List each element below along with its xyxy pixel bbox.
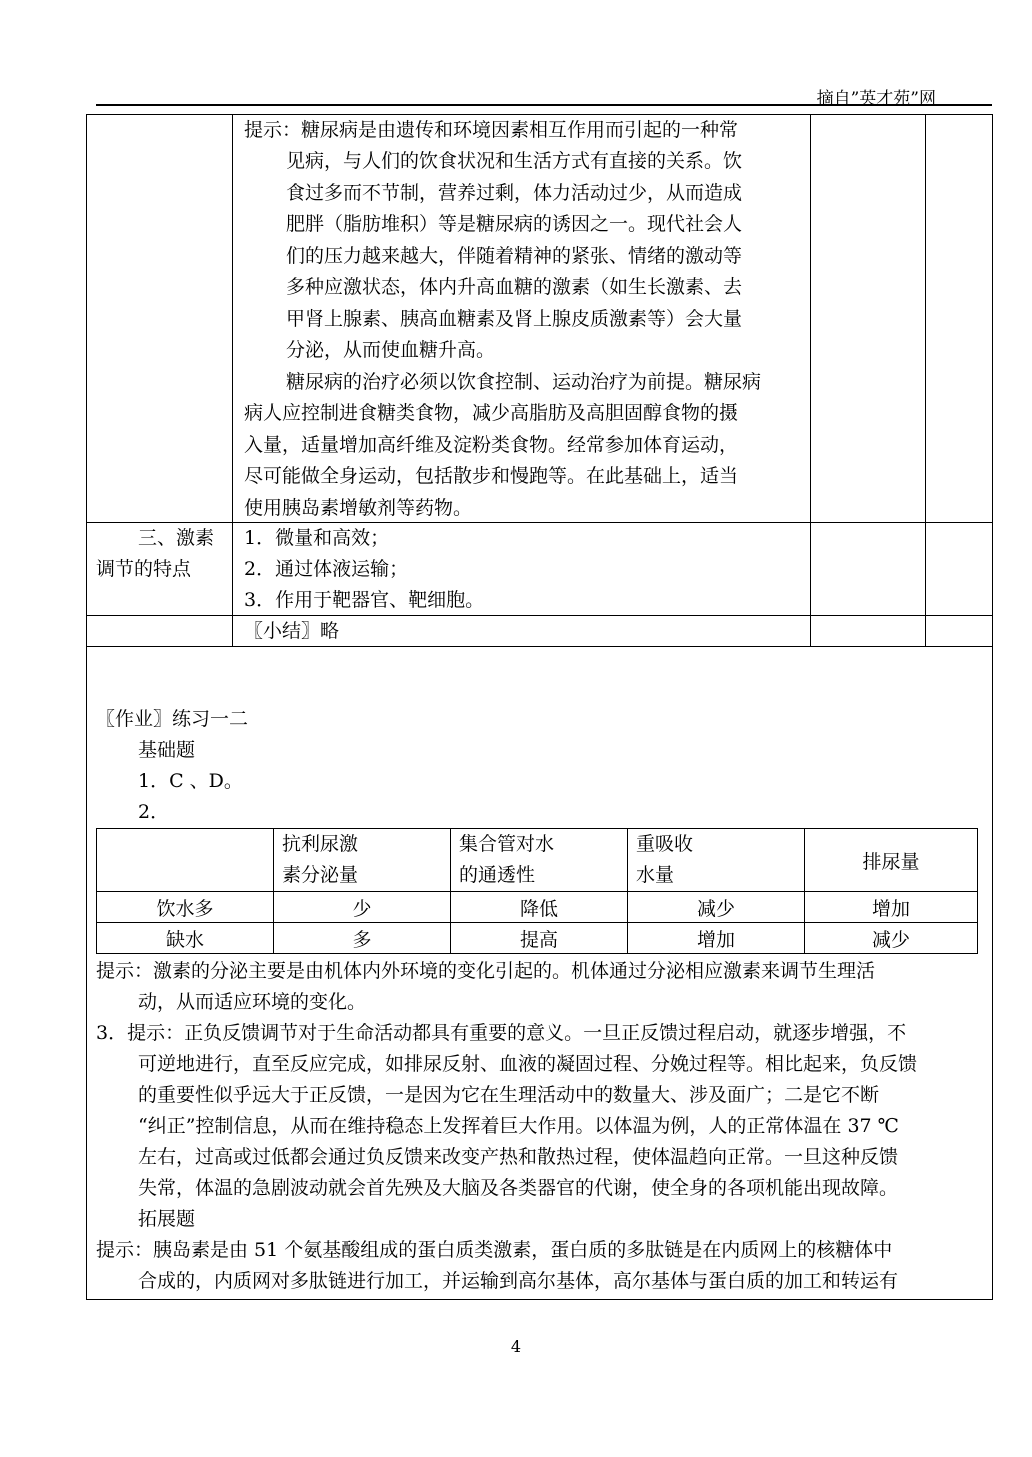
tip-para2-line: 尽可能做全身运动，包括散步和慢跑等。在此基础上，适当 bbox=[244, 465, 739, 487]
summary-note: 〖小结〗略 bbox=[244, 620, 340, 642]
section3-heading: 三、激素 bbox=[138, 527, 215, 549]
q3-line: 失常，体温的急剧波动就会首先殃及大脑及各类器官的代谢，使全身的各项机能出现故障。 bbox=[138, 1177, 899, 1199]
tip-para1-line: 甲肾上腺素、胰高血糖素及肾上腺皮质激素等）会大量 bbox=[286, 307, 743, 330]
header-rule bbox=[96, 104, 992, 106]
tip-para1-line: 肥胖（脂肪堆积）等是糖尿病的诱因之一。现代社会人 bbox=[286, 213, 743, 235]
q3-line: 3．提示：正负反馈调节对于生命活动都具有重要的意义。一旦正反馈过程启动，就逐步增强，不 bbox=[96, 1022, 907, 1044]
table-header-cell: 排尿量 bbox=[805, 829, 978, 892]
tip3-line: 合成的，内质网对多肽链进行加工，并运输到高尔基体，高尔基体与蛋白质的加工和转运有 bbox=[138, 1270, 899, 1292]
table-cell: 增加 bbox=[805, 892, 978, 923]
homework-table bbox=[96, 828, 978, 954]
tip-para1-line: 分泌，从而使血糖升高。 bbox=[286, 339, 496, 361]
tip2-line: 动，从而适应环境的变化。 bbox=[138, 991, 367, 1013]
table-cell: 少 bbox=[274, 892, 451, 923]
q3-line: 可逆地进行，直至反应完成，如排尿反射、血液的凝固过程、分娩过程等。相比起来，负反馈 bbox=[138, 1053, 918, 1075]
row-divider-1 bbox=[86, 522, 993, 523]
col-divider-3 bbox=[925, 114, 926, 646]
table-header-cell bbox=[97, 829, 274, 892]
homework-title: 〖作业〗练习一二 bbox=[96, 708, 249, 730]
table-header-cell: 抗利尿激 素分泌量 bbox=[274, 829, 451, 892]
homework-q1: 1．C 、D。 bbox=[138, 770, 243, 792]
table-cell: 减少 bbox=[805, 923, 978, 954]
q3-line: 左右，过高或过低都会通过负反馈来改变产热和散热过程，使体温趋向正常。一旦这种反馈 bbox=[138, 1146, 899, 1168]
tip-para1-line: 多种应激状态，体内升高血糖的激素（如生长激素、去 bbox=[286, 276, 743, 298]
section3-heading: 调节的特点 bbox=[96, 558, 192, 580]
table-cell: 降低 bbox=[451, 892, 628, 923]
col-divider-1 bbox=[232, 114, 233, 646]
tip-para1-first: 提示：糖尿病是由遗传和环境因素相互作用而引起的一种常 bbox=[244, 119, 739, 141]
section3-item: 2．通过体液运输； bbox=[244, 558, 409, 580]
table-row bbox=[97, 923, 978, 954]
table-header-cell: 集合管对水 的通透性 bbox=[451, 829, 628, 892]
table-cell: 增加 bbox=[628, 923, 805, 954]
tip-para2-line: 入量，适量增加高纤维及淀粉类食物。经常参加体育运动， bbox=[244, 433, 739, 456]
table-cell: 多 bbox=[274, 923, 451, 954]
table-cell: 缺水 bbox=[97, 923, 274, 954]
tip-para1-line: 食过多而不节制，营养过剩，体力活动过少，从而造成 bbox=[286, 181, 743, 204]
homework-basic-label: 基础题 bbox=[138, 739, 196, 761]
tip-para1-line: 见病，与人们的饮食状况和生活方式有直接的关系。饮 bbox=[286, 150, 743, 172]
homework-q2: 2． bbox=[138, 801, 170, 823]
q3-line: 的重要性似乎远大于正反馈，一是因为它在生理活动中的数量大、涉及面广；二是它不断 bbox=[138, 1084, 880, 1106]
tip-para2-line: 使用胰岛素增敏剂等药物。 bbox=[244, 496, 473, 519]
header-source: 摘自”英才苑”网 bbox=[816, 89, 936, 109]
tip2-line: 提示：激素的分泌主要是由机体内外环境的变化引起的。机体通过分泌相应激素来调节生理活 bbox=[96, 960, 876, 982]
tip-para2-line: 病人应控制进食糖类食物，减少高脂肪及高胆固醇食物的摄 bbox=[244, 402, 739, 424]
table-header-cell: 重吸收 水量 bbox=[628, 829, 805, 892]
tip3-line: 提示：胰岛素是由 51 个氨基酸组成的蛋白质类激素，蛋白质的多肽链是在内质网上的核糖体中 bbox=[96, 1239, 893, 1261]
table-header-row bbox=[97, 829, 978, 892]
col-divider-2 bbox=[810, 114, 811, 646]
tip-para1-line: 们的压力越来越大，伴随着精神的紧张、情绪的激动等 bbox=[286, 244, 743, 267]
row-divider-2 bbox=[86, 615, 993, 616]
q3-line: “纠正”控制信息，从而在维持稳态上发挥着巨大作用。以体温为例，人的正常体温在 37 ℃ bbox=[138, 1115, 899, 1137]
extension-label: 拓展题 bbox=[138, 1208, 196, 1230]
section3-item: 1．微量和高效； bbox=[244, 527, 390, 549]
page-number: 4 bbox=[510, 1337, 522, 1356]
row-divider-3 bbox=[86, 646, 993, 647]
table-row bbox=[97, 892, 978, 923]
table-cell: 减少 bbox=[628, 892, 805, 923]
section3-item: 3．作用于靶器官、靶细胞。 bbox=[244, 589, 485, 611]
tip-para2-line: 糖尿病的治疗必须以饮食控制、运动治疗为前提。糖尿病 bbox=[286, 370, 762, 393]
table-cell: 提高 bbox=[451, 923, 628, 954]
table-cell: 饮水多 bbox=[97, 892, 274, 923]
